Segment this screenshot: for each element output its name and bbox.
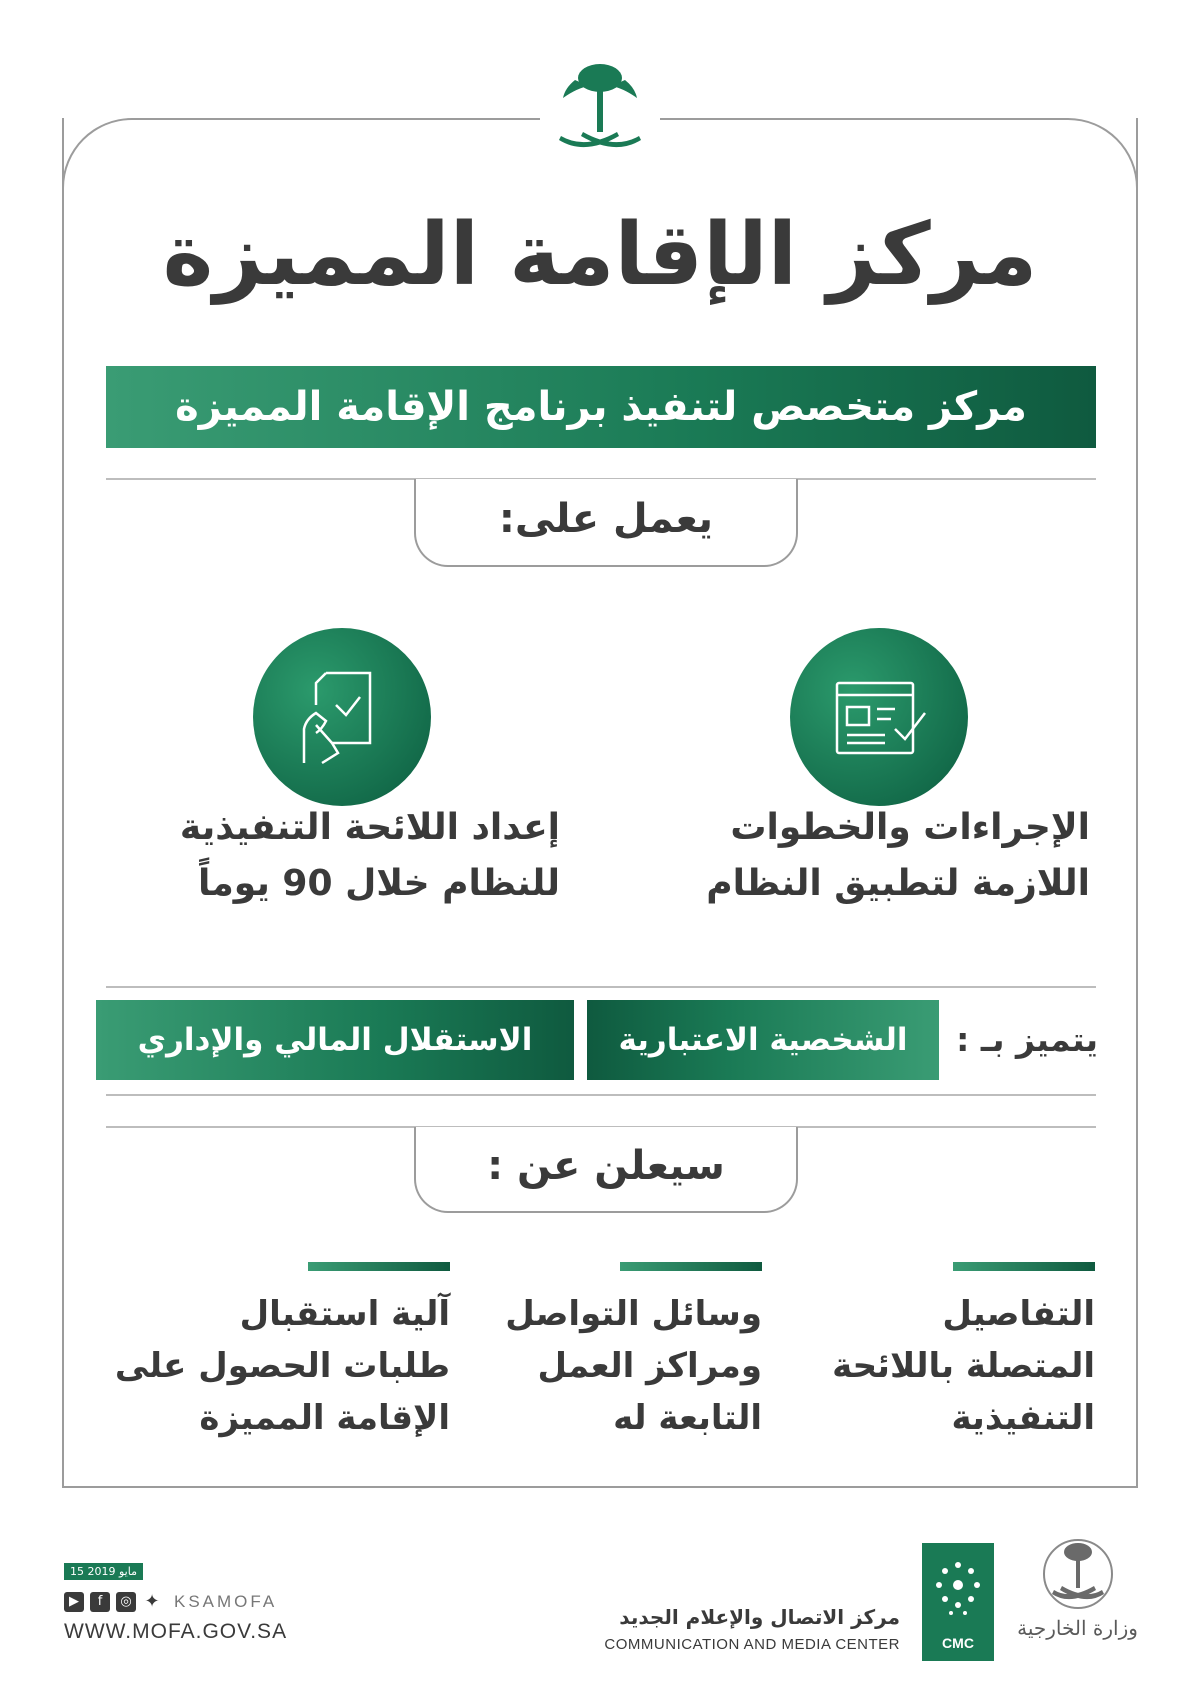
divider bbox=[106, 986, 1096, 988]
website-url[interactable]: WWW.MOFA.GOV.SA bbox=[64, 1620, 288, 1643]
column-accent-bar bbox=[953, 1262, 1095, 1271]
instagram-icon[interactable]: ◎ bbox=[116, 1592, 136, 1612]
youtube-icon[interactable]: ▶ bbox=[64, 1592, 84, 1612]
ministry-name: وزارة الخارجية bbox=[1017, 1616, 1138, 1640]
announce-column-details: التفاصيل المتصلة باللائحة التنفيذية bbox=[832, 1294, 1095, 1438]
date-badge: 15 مايو 2019 bbox=[64, 1563, 143, 1580]
announce-column-mechanism: آلية استقبال طلبات الحصول على الإقامة المميزة bbox=[114, 1294, 450, 1438]
procedures-text: الإجراءات والخطوات اللازمة لتطبيق النظام bbox=[706, 807, 1090, 904]
social-handle[interactable]: KSAMOFA bbox=[174, 1592, 278, 1611]
subtitle-banner: مركز متخصص لتنفيذ برنامج الإقامة المميزة bbox=[106, 366, 1096, 448]
regulation-circle bbox=[253, 628, 431, 806]
column-accent-bar bbox=[620, 1262, 762, 1271]
announce-column-channels: وسائل التواصل ومراكز العمل التابعة له bbox=[505, 1294, 762, 1438]
procedures-circle bbox=[790, 628, 968, 806]
cmc-logo bbox=[922, 1543, 994, 1661]
ministry-emblem-icon bbox=[1040, 1530, 1116, 1614]
form-checklist-icon bbox=[829, 667, 929, 767]
page-title: مركز الإقامة المميزة bbox=[162, 205, 1038, 305]
column-accent-bar bbox=[308, 1262, 450, 1271]
document-hand-check-icon bbox=[292, 667, 392, 767]
mofa-logo bbox=[1010, 1530, 1145, 1660]
twitter-icon[interactable]: ✦ bbox=[144, 1591, 160, 1612]
regulation-text: إعداد اللائحة التنفيذية للنظام خلال 90 يوماً bbox=[179, 807, 560, 904]
cmc-star-icon bbox=[933, 1557, 983, 1619]
cmc-name-arabic: مركز الاتصال والإعلام الجديد bbox=[619, 1605, 900, 1629]
feature-tag-legal-personality: الشخصية الاعتبارية bbox=[587, 1000, 939, 1080]
cmc-abbr: CMC bbox=[942, 1635, 974, 1651]
facebook-icon[interactable]: f bbox=[90, 1592, 110, 1612]
cmc-name-english: COMMUNICATION AND MEDIA CENTER bbox=[604, 1636, 900, 1653]
divider bbox=[106, 1094, 1096, 1096]
social-row bbox=[64, 1592, 287, 1612]
footer-left bbox=[64, 1560, 287, 1644]
palm-swords-emblem-icon bbox=[555, 58, 645, 158]
announce-label: سيعلن عن : bbox=[414, 1127, 798, 1213]
works-on-label: يعمل على: bbox=[414, 479, 798, 567]
features-label: يتميز بـ : bbox=[956, 1020, 1098, 1059]
feature-tag-independence: الاستقلال المالي والإداري bbox=[96, 1000, 574, 1080]
